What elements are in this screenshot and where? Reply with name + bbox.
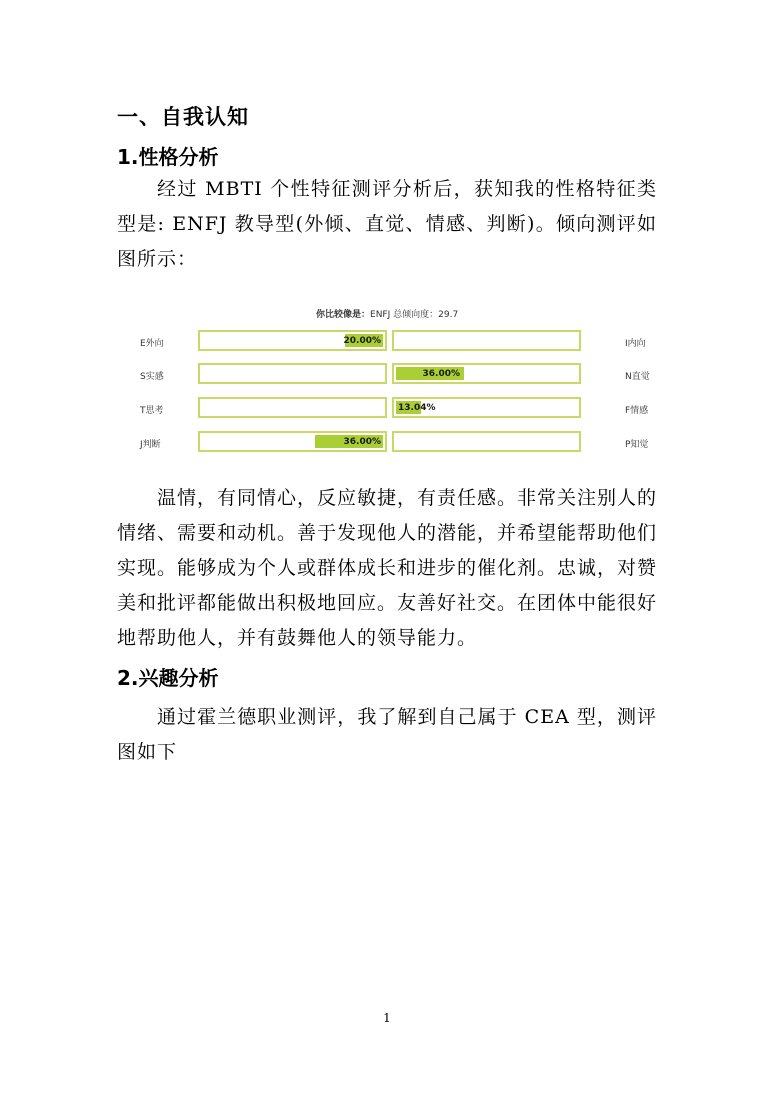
- personality-description-paragraph: 温情，有同情心，反应敏捷，有责任感。非常关注别人的情绪、需要和动机。善于发现他人的潜能，并希望能帮助他们实现。能够成为个人或群体成长和进步的催化剂。忠诚，对赞美和批评都能做出积极地回应。友善好社交。在团体中能很好地帮助他人，并有鼓舞他人的领导能力。: [117, 487, 658, 649]
- dimension-label-left: T思考: [140, 406, 164, 416]
- bar-track-left: [198, 397, 387, 418]
- bar-value-label: 13.04%: [398, 403, 436, 413]
- bar-track-right: [392, 363, 581, 384]
- chart-title-bold: 你比较像是：: [316, 310, 371, 320]
- dimension-label-right: F情感: [625, 406, 649, 416]
- mbti-tendency-chart: [0, 300, 774, 470]
- dimension-label-left: E外向: [140, 339, 164, 349]
- bar-track-left: [198, 330, 387, 351]
- dimension-label-right: I内向: [625, 339, 646, 349]
- chart-title-rest: ENFJ 总倾向度：29.7: [370, 310, 459, 320]
- bar-track-right: [392, 397, 581, 418]
- page-number: 1: [383, 1011, 391, 1025]
- interest-analysis-title: 2.兴趣分析: [117, 666, 219, 690]
- dimension-label-left: S实感: [140, 372, 164, 382]
- personality-analysis-title: 1.性格分析: [117, 145, 219, 169]
- bar-track-left: [198, 363, 387, 384]
- chart-title: [316, 307, 458, 320]
- dimension-label-right: P知觉: [625, 440, 649, 450]
- dimension-label-left: J判断: [140, 440, 161, 450]
- dimension-label-right: N直觉: [625, 372, 650, 382]
- section-heading: 一、自我认知: [117, 105, 249, 129]
- bar-value-label: 36.00%: [343, 437, 381, 447]
- holland-intro-paragraph: 通过霍兰德职业测评，我了解到自己属于 CEA 型，测评图如下: [117, 706, 657, 763]
- bar-value-label: 36.00%: [422, 369, 460, 379]
- mbti-intro-paragraph: 经过 MBTI 个性特征测评分析后，获知我的性格特征类型是: ENFJ 教导型(外倾、直觉、情感、判断)。倾向测评如图所示：: [117, 178, 657, 270]
- bar-track-right: [392, 431, 581, 452]
- bar-track-right: [392, 330, 581, 351]
- bar-value-label: 20.00%: [343, 336, 381, 346]
- bar-track-left: [198, 431, 387, 452]
